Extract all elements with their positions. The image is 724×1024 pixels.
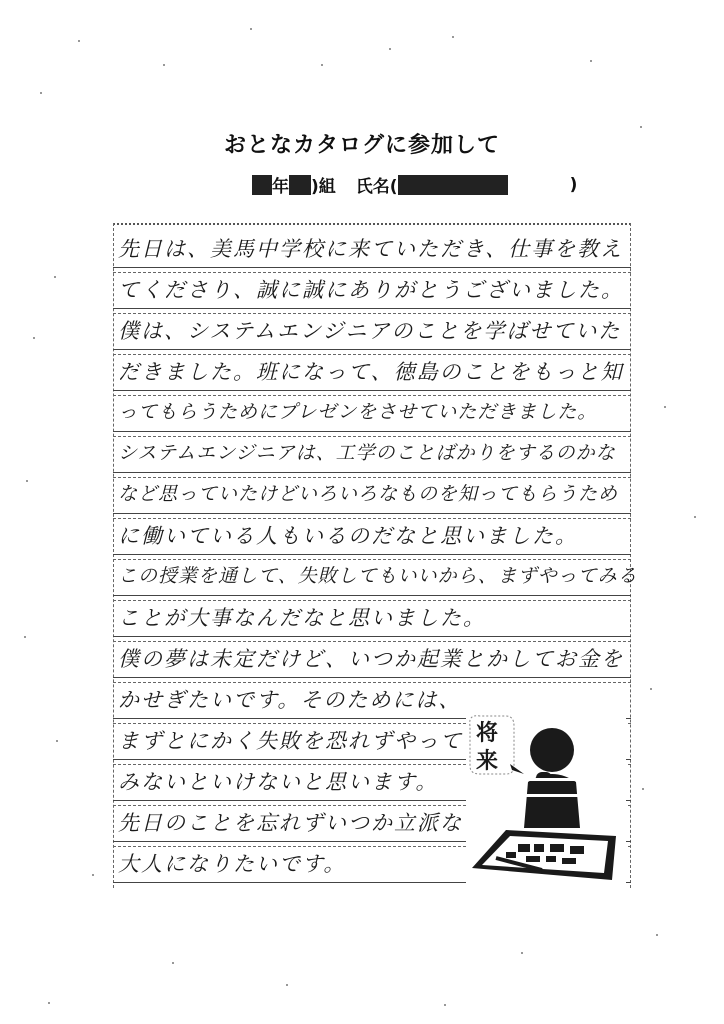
ruled-line (113, 472, 631, 473)
future-illustration (466, 708, 626, 888)
paper-speck (54, 276, 56, 278)
paper-speck (40, 92, 42, 94)
ruled-line (113, 390, 631, 391)
ruled-line-dotted (113, 436, 631, 437)
essay-line: 先日のことを忘れずいつか立派な (118, 811, 463, 835)
ruled-line-dotted (113, 313, 631, 314)
paper-speck (521, 952, 523, 954)
name-close-paren: ) (569, 174, 578, 195)
ruled-line-dotted (113, 477, 631, 478)
paper-speck (56, 740, 58, 742)
redacted-grade (252, 175, 272, 195)
paper-speck (33, 337, 35, 339)
paper-speck (452, 36, 454, 38)
ruled-line-dotted (113, 682, 631, 683)
essay-line: てくださり、誠に誠にありがとうございました。 (118, 278, 624, 302)
essay-line: 僕の夢は未定だけど、いつか起業とかしてお金を (118, 647, 624, 671)
essay-line: だきました。班になって、徳島のことをもっと知 (118, 360, 624, 384)
essay-line: ことが大事なんだなと思いました。 (118, 606, 486, 630)
ruled-line (113, 677, 631, 678)
ruled-line-dotted (113, 272, 631, 273)
paper-speck (286, 984, 288, 986)
paper-speck (444, 1004, 446, 1006)
essay-line: まずとにかく失敗を恐れずやって (118, 729, 463, 753)
paper-speck (250, 28, 252, 30)
figure-head (530, 728, 574, 772)
ruled-line (113, 267, 631, 268)
essay-line: ってもらうためにプレゼンをさせていただきました。 (118, 401, 598, 423)
grade-label: 年 (272, 177, 289, 197)
page-title: おとなカタログに参加して (223, 133, 500, 158)
paper-speck (694, 516, 696, 518)
ruled-line-dotted (113, 600, 631, 601)
future-illustration-svg (466, 708, 626, 888)
ruled-line (113, 431, 631, 432)
essay-line: みないといけないと思います。 (118, 770, 439, 794)
ruled-line-dotted (113, 354, 631, 355)
essay-line: 大人になりたいです。 (118, 852, 347, 876)
essay-line: かせぎたいです。そのためには、 (118, 688, 462, 712)
ruled-line (113, 636, 631, 637)
paper-speck (590, 60, 592, 62)
caption-char: 来 (476, 749, 499, 774)
paper-speck (321, 64, 323, 66)
ruled-line-dotted (113, 641, 631, 642)
redacted-name (398, 175, 508, 195)
ruled-line-dotted (113, 518, 631, 519)
essay-line: に働いている人もいるのだなと思いました。 (118, 524, 578, 548)
paper-speck (26, 480, 28, 482)
paper-speck (389, 48, 391, 50)
essay-line: など思っていたけどいろいろなものを知ってもらうため (118, 483, 619, 505)
redacted-class (289, 175, 311, 195)
paper-speck (48, 1002, 50, 1004)
essay-line: 僕は、システムエンジニアのことを学ばせていた (118, 319, 622, 343)
paper-speck (664, 406, 666, 408)
sheet-right-border (630, 223, 631, 888)
paper-speck (24, 636, 26, 638)
class-label: )組 (311, 177, 336, 197)
paper-speck (172, 962, 174, 964)
sheet-left-border (113, 223, 114, 888)
paper-speck (642, 788, 644, 790)
ruled-line (113, 349, 631, 350)
paper-speck (163, 64, 165, 66)
paper-speck (92, 874, 94, 876)
ruled-line (113, 308, 631, 309)
essay-line: 先日は、美馬中学校に来ていただき、仕事を教え (118, 237, 624, 261)
student-info-line (252, 172, 577, 197)
ruled-line (113, 595, 631, 596)
name-label: 氏名( (355, 177, 398, 197)
paper-speck (650, 688, 652, 690)
paper-speck (78, 40, 80, 42)
essay-line: システムエンジニアは、工学のことばかりをするのかな (118, 442, 616, 464)
paper-speck (656, 934, 658, 936)
ruled-line-dotted (113, 559, 631, 560)
essay-line: この授業を通して、失敗してもいいから、まずやってみる (118, 565, 638, 587)
ruled-line-dotted (113, 395, 631, 396)
ruled-line (113, 513, 631, 514)
ruled-line (113, 554, 631, 555)
caption-char: 将 (476, 721, 499, 746)
